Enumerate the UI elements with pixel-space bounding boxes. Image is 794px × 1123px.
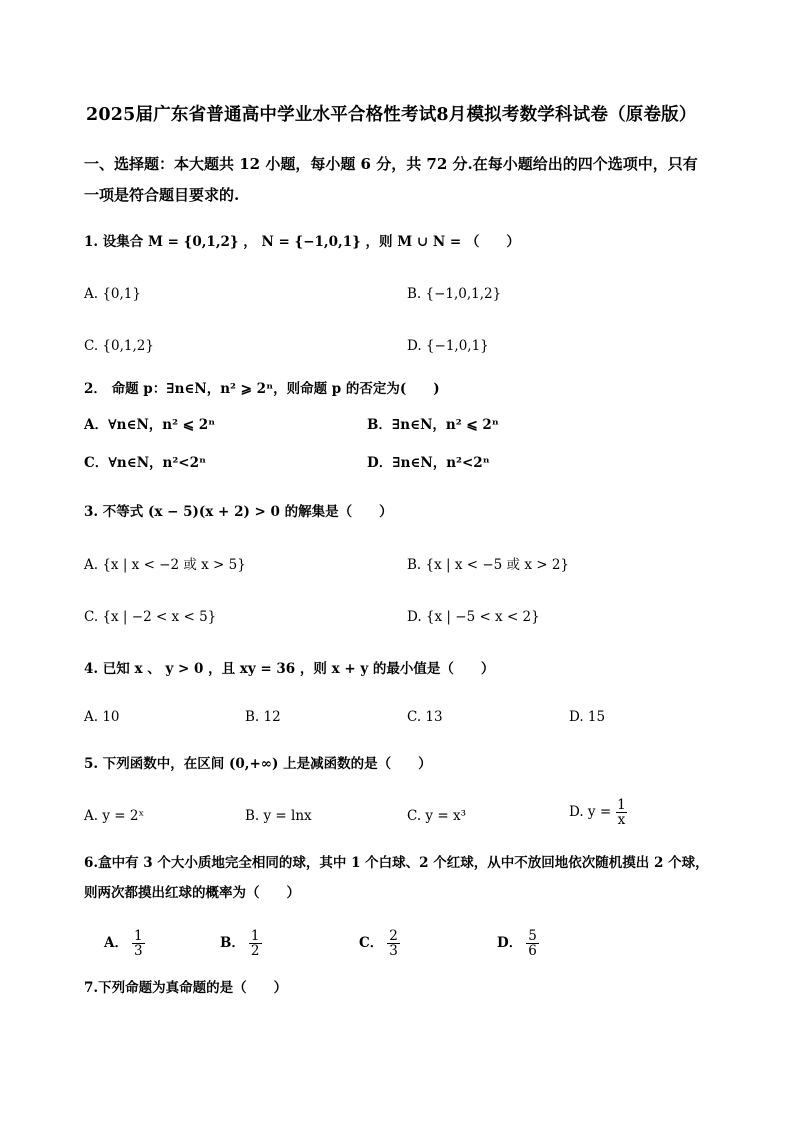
question-5-option-d: [569, 798, 628, 827]
question-2-stem: 2． 命题 p：∃n∈N，n² ⩾ 2ⁿ，则命题 p 的否定为( ): [84, 381, 440, 397]
page-title: 2025届广东省普通高中学业水平合格性考试8月模拟考数学科试卷（原卷版）: [86, 105, 697, 125]
question-7-stem: 7.下列命题为真命题的是（ ）: [84, 980, 288, 996]
question-2-option-a: A．∀n∈N，n² ⩽ 2ⁿ: [84, 417, 216, 433]
fraction-numerator: 5: [528, 928, 537, 944]
option-label: A．: [104, 935, 128, 951]
question-5-option-b: B. y = lnx: [245, 808, 312, 824]
question-4-option-c: C. 13: [407, 709, 443, 725]
question-3-option-c: C. {x | −2 < x < 5}: [84, 609, 217, 625]
question-2-option-b: B．∃n∈N，n² ⩽ 2ⁿ: [367, 417, 499, 433]
fraction-denominator: 2: [250, 943, 260, 959]
fraction-numerator: 1: [133, 928, 143, 944]
question-3-stem: 3. 不等式 (x − 5)(x + 2) > 0 的解集是（ ）: [84, 504, 393, 520]
question-6-stem-line2: 则两次都摸出红球的概率为（ ）: [84, 885, 300, 901]
option-label: C．: [359, 935, 384, 951]
fraction-denominator: 3: [389, 943, 398, 959]
fraction-denominator: 3: [133, 943, 143, 959]
question-3-option-b: B. {x | x < −5 或 x > 2}: [407, 557, 570, 573]
question-4-stem: 4. 已知 x 、 y > 0 ，且 xy = 36 ，则 x + y 的最小值是（ ）: [84, 661, 495, 677]
question-6-option-d: [497, 929, 539, 958]
question-2-option-d: D．∃n∈N，n²<2ⁿ: [367, 455, 490, 471]
fraction-numerator: 1: [250, 928, 260, 944]
question-6-option-d-fraction: [526, 929, 539, 958]
question-1-option-a: A. {0,1}: [84, 286, 141, 302]
question-6-stem-line1: 6.盒中有 3 个大小质地完全相同的球，其中 1 个白球、2 个红球，从中不放回地依次随机摸出 2 个球，: [84, 855, 709, 871]
question-4-option-a: A. 10: [84, 709, 120, 725]
question-5-option-d-fraction: [615, 798, 628, 827]
option-label: B．: [220, 935, 245, 951]
question-6-option-b-fraction: [249, 929, 262, 958]
fraction-denominator: x: [617, 812, 626, 828]
question-1-option-b: B. {−1,0,1,2}: [407, 286, 502, 302]
question-5-option-a: A. y = 2ˣ: [84, 808, 145, 824]
question-6-option-c-fraction: [387, 929, 400, 958]
question-3-option-d: D. {x | −5 < x < 2}: [407, 609, 540, 625]
question-2-option-c: C．∀n∈N，n²<2ⁿ: [84, 455, 206, 471]
fraction-denominator: 6: [528, 943, 537, 959]
question-3-option-a: A. {x | x < −2 或 x > 5}: [84, 557, 246, 573]
question-1-option-c: C. {0,1,2}: [84, 338, 154, 354]
question-6-option-b: [220, 929, 262, 958]
question-6-option-a: [104, 929, 145, 958]
section-heading-line1: 一、选择题：本大题共 12 小题，每小题 6 分，共 72 分.在每小题给出的四个选项中，只有: [84, 155, 698, 173]
option-label: D．: [497, 935, 523, 951]
question-5-option-c: C. y = x³: [407, 808, 466, 824]
section-heading-line2: 一项是符合题目要求的.: [84, 186, 240, 204]
question-6-option-c: [359, 929, 400, 958]
question-1-stem: 1. 设集合 M = {0,1,2} ， N = {−1,0,1} ，则 M ∪ N = （ ）: [84, 234, 520, 250]
question-4-option-b: B. 12: [245, 709, 281, 725]
question-5-option-d-label: D. y =: [569, 804, 612, 820]
fraction-numerator: 2: [389, 928, 398, 944]
fraction-numerator: 1: [617, 797, 626, 813]
question-1-option-d: D. {−1,0,1}: [407, 338, 489, 354]
question-6-option-a-fraction: [132, 929, 145, 958]
question-4-option-d: D. 15: [569, 709, 606, 725]
question-5-stem: 5. 下列函数中，在区间 (0,+∞) 上是减函数的是（ ）: [84, 756, 432, 772]
